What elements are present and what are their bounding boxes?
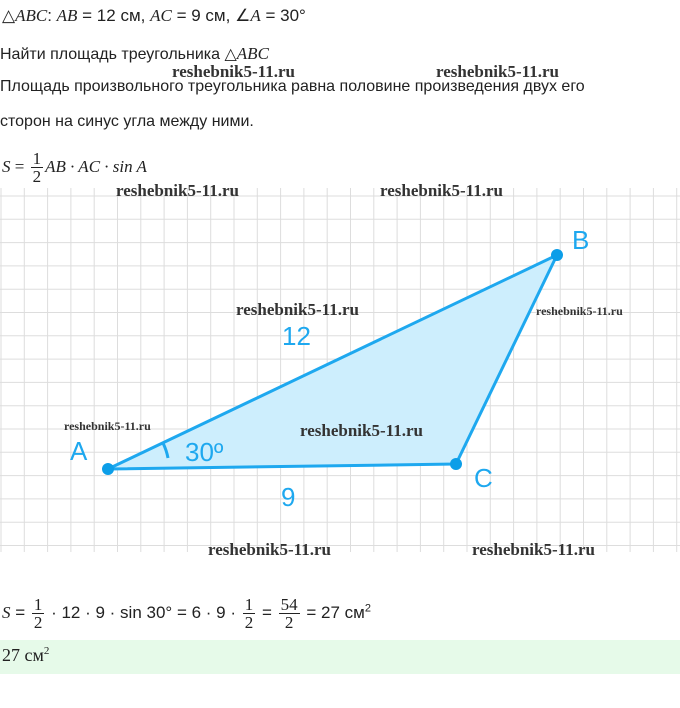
comma: , (225, 6, 231, 25)
angle-symbol: ∠ (235, 6, 251, 25)
calc-result: = 27 см (301, 602, 365, 622)
task-triangle-symbol: △ (224, 46, 237, 63)
side-ac-length: 9 (281, 482, 296, 512)
side-ab-label: AB (56, 6, 78, 25)
vertex-b-label: B (572, 225, 590, 255)
calc-f1-denominator: 2 (33, 613, 43, 632)
theory-line-1: Площадь произвольного треугольника равна половине произведения двух его (0, 78, 585, 95)
watermark: reshebnik5-11.ru (536, 304, 623, 318)
triangle-symbol: △ (2, 6, 16, 25)
task-triangle-name: ABC (236, 44, 269, 63)
angle-var: A (250, 6, 261, 25)
calc-result-exp: 2 (364, 602, 371, 615)
calc-eq2: = (257, 602, 277, 622)
calc-f1-numerator: 1 (33, 595, 43, 614)
watermark: reshebnik5-11.ru (472, 540, 595, 559)
side-ab-length: 12 (282, 321, 311, 351)
calc-f3-numerator: 54 (280, 595, 298, 614)
formula-rhs: AB · AC · sin A (45, 156, 147, 176)
answer-box (0, 640, 680, 674)
formula-lhs: S (2, 156, 11, 176)
vertex-a-dot (102, 463, 114, 475)
calc-f2-numerator: 1 (244, 595, 254, 614)
formula-fraction (31, 150, 44, 185)
comma: , (140, 6, 146, 25)
calc-eq: = (10, 602, 30, 622)
vertex-c-dot (450, 458, 462, 470)
watermark: reshebnik5-11.ru (300, 421, 423, 440)
formula-numerator: 1 (32, 150, 42, 168)
calc-fraction-2 (243, 596, 256, 631)
vertex-c-label: C (474, 463, 493, 493)
watermark: reshebnik5-11.ru (64, 419, 151, 433)
given-line (2, 6, 306, 26)
watermark: reshebnik5-11.ru (172, 62, 295, 81)
answer-value-wrap (2, 645, 49, 666)
watermark: reshebnik5-11.ru (208, 540, 331, 559)
triangle-name: ABC (15, 6, 48, 25)
calc-fraction-1 (32, 596, 45, 631)
watermark: reshebnik5-11.ru (380, 181, 503, 200)
vertex-a-label: A (70, 436, 88, 466)
calculation-line (2, 596, 371, 631)
calc-fraction-3 (279, 596, 300, 631)
separator: : (47, 6, 52, 25)
calc-f3-denominator: 2 (284, 613, 294, 632)
formula-denominator: 2 (32, 167, 42, 186)
answer-value: 27 см (2, 645, 44, 665)
triangle-diagram (0, 188, 680, 552)
calc-f2-denominator: 2 (244, 613, 254, 632)
task-text: Найти площадь треугольника (0, 46, 221, 63)
calc-lhs: S (2, 602, 11, 622)
angle-value: = 30° (260, 6, 306, 25)
vertex-b-dot (551, 249, 563, 261)
side-ab-unit: см (115, 6, 141, 25)
watermark: reshebnik5-11.ru (436, 62, 559, 81)
watermark: reshebnik5-11.ru (236, 300, 359, 319)
watermark: reshebnik5-11.ru (116, 181, 239, 200)
side-ac-label: AC (150, 6, 172, 25)
task-line (0, 44, 269, 64)
formula-eq: = (10, 156, 29, 176)
answer-exp: 2 (43, 645, 50, 657)
theory-line-2: сторон на синус угла между ними. (0, 113, 254, 130)
side-ab-value: = 12 (77, 6, 116, 25)
angle-label: 30º (185, 437, 224, 467)
side-ac-value: = 9 (171, 6, 201, 25)
calc-middle: · 12 · 9 · sin 30° = 6 · 9 · (46, 602, 241, 622)
side-ac-unit: см (200, 6, 226, 25)
